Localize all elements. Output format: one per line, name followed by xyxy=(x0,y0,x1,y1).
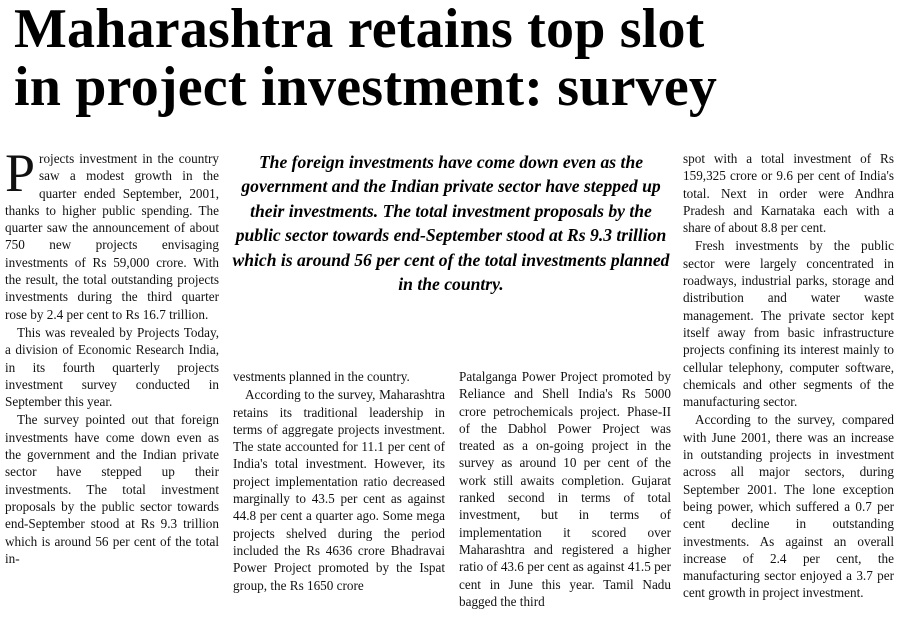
article-paragraph: According to the survey, Maharashtra retains its traditional leadership in terms of aggregate projects investment. The state accounted for 11.1 per cent of India's total investment. However, its project implementation ratio decreased marginally to 43.5 per cent as against 44.8 per cent a quarter ago. Some mega projects shelved during the period included the Rs 4636 crore Bhadravai Power Project promoted by the Ispat group, the Rs 1650 crore xyxy=(233,387,445,593)
article-paragraph xyxy=(5,143,219,323)
article-column-4 xyxy=(683,150,894,602)
article-paragraph: vestments planned in the country. xyxy=(233,369,410,384)
article-paragraph: Fresh investments by the public sector were largely concentrated in roadways, industrial parks, storage and distribution and water waste management. The private sector kept itself away from basic infrastructure projects confining its interest mainly to cellular telephony, computer software, chemicals and other segments of the manufacturing sector. xyxy=(683,238,894,410)
article-column-1 xyxy=(5,143,219,567)
article-column-2 xyxy=(233,368,445,594)
drop-cap: P xyxy=(5,143,36,203)
article-paragraph: The survey pointed out that foreign investments have come down even as the government and the Indian private sector have stepped up their investments. The total investment proposals by the public sector towards end-September stood at Rs 9.3 trillion which is around 56 per cent of the total in- xyxy=(5,412,219,566)
article-paragraph: According to the survey, compared with June 2001, there was an increase in outstanding projects in investment across all major sectors, during September 2001. The lone exception being power, which suffered a 0.7 per cent decline in outstanding investments. As against an overall increase of 2.4 per cent, the manufacturing sector enjoyed a 3.7 per cent growth in project investment. xyxy=(683,412,894,601)
pull-quote: The foreign investments have come down even as the government and the Indian private sector have stepped up their investments. The total investment proposals by the public sector towards end-September stood at Rs 9.3 trillion which is around 56 per cent of the total investments planned in the country. xyxy=(232,152,670,295)
headline xyxy=(14,0,894,116)
article-paragraph: This was revealed by Projects Today, a division of Economic Research India, in its fourth quarterly projects investment survey conducted in September this year. xyxy=(5,324,219,410)
article-column-3 xyxy=(459,368,671,610)
article-paragraph: Patalganga Power Project promoted by Reliance and Shell India's Rs 5000 crore petrochemicals project. Phase-II of the Dabhol Power Project was treated as a on-going project in the survey as around 10 per cent of the work still awaits completion. Gujarat ranked second in terms of total investment, but in terms of implementation it scored over Maharashtra and registered a higher ratio of 43.6 per cent as against 41.5 per cent in June this year. Tamil Nadu bagged the third xyxy=(459,369,671,609)
article-paragraph: spot with a total investment of Rs 159,325 crore or 9.6 per cent of India's total. Next in order were Andhra Pradesh and Karnataka each with a share of about 8.8 per cent. xyxy=(683,151,894,236)
headline-line-2: in project investment: survey xyxy=(14,56,718,118)
paragraph-text: rojects investment in the country saw a modest growth in the quarter ended September, 2001, thanks to higher public spending. The quarter saw the announcement of about 750 new projects envisaging investments of Rs 59,000 crore. With the result, the total outstanding projects investments during the third quarter rose by 2.4 per cent to Rs 16.7 trillion. xyxy=(5,151,219,322)
headline-line-1: Maharashtra retains top slot xyxy=(14,0,705,60)
